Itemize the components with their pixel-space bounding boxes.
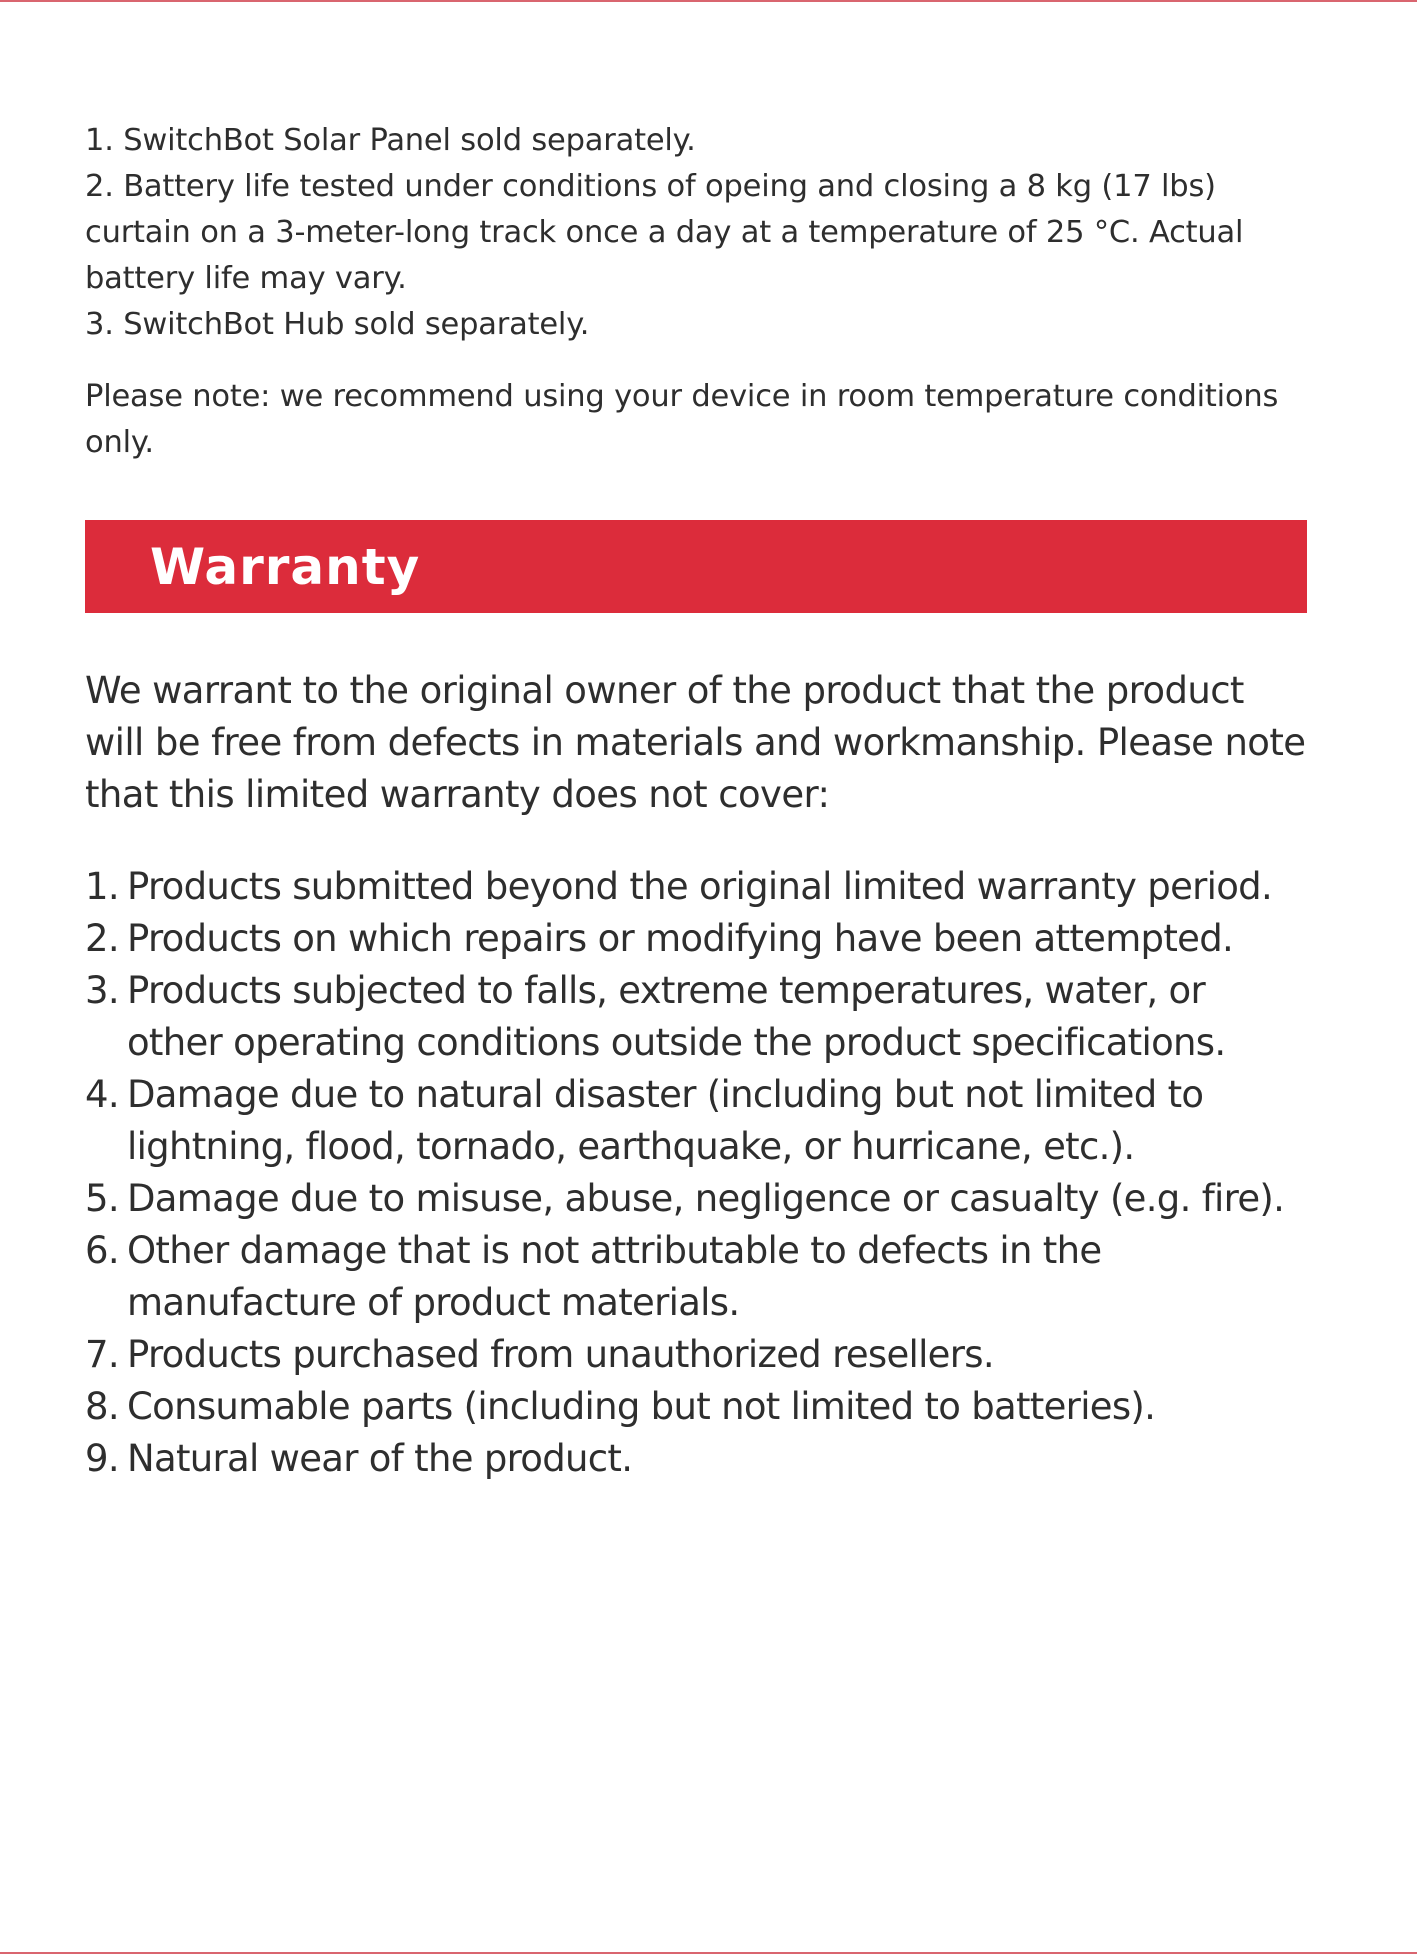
exclusion-number: 6. xyxy=(85,1229,119,1272)
exclusion-number: 9. xyxy=(85,1437,119,1480)
exclusion-item xyxy=(85,913,1307,965)
exclusion-item xyxy=(85,861,1307,913)
exclusion-number: 3. xyxy=(85,969,119,1012)
exclusion-text: Products purchased from unauthorized resellers. xyxy=(127,1333,994,1376)
footnote-list xyxy=(85,118,1307,348)
top-edge-line xyxy=(0,0,1417,2)
footnote-item: 1. SwitchBot Solar Panel sold separately. xyxy=(85,123,696,158)
exclusion-text: Other damage that is not attributable to defects in the manufacture of product materials. xyxy=(127,1229,1102,1324)
exclusion-text: Damage due to natural disaster (including but not limited to lightning, flood, tornado, earthquake, or hurricane, etc.). xyxy=(127,1073,1204,1168)
exclusion-item xyxy=(85,1433,1307,1485)
exclusion-item xyxy=(85,1069,1307,1173)
exclusion-item xyxy=(85,1381,1307,1433)
warranty-intro: We warrant to the original owner of the product that the product will be free from defects in materials and workmanship. Please note that this limited warranty does not cover: xyxy=(85,669,1306,816)
exclusion-number: 2. xyxy=(85,917,119,960)
warranty-title: Warranty xyxy=(150,537,421,596)
exclusion-number: 1. xyxy=(85,865,119,908)
exclusion-item xyxy=(85,1329,1307,1381)
warranty-exclusion-list xyxy=(85,861,1307,1485)
footnote-item: 2. Battery life tested under conditions of opeing and closing a 8 kg (17 lbs) curtain on a 3-meter-long track once a day at a temperature of 25 °C. Actual battery life may vary. xyxy=(85,169,1244,296)
exclusion-number: 4. xyxy=(85,1073,119,1116)
exclusion-item xyxy=(85,965,1307,1069)
page-content xyxy=(85,118,1307,1485)
exclusion-item xyxy=(85,1225,1307,1329)
exclusion-number: 8. xyxy=(85,1385,119,1428)
exclusion-text: Natural wear of the product. xyxy=(127,1437,633,1480)
exclusion-text: Consumable parts (including but not limited to batteries). xyxy=(127,1385,1156,1428)
exclusion-text: Products submitted beyond the original limited warranty period. xyxy=(127,865,1273,908)
exclusion-text: Products subjected to falls, extreme temperatures, water, or other operating conditions outside the product specifications. xyxy=(127,969,1226,1064)
footnote-item: 3. SwitchBot Hub sold separately. xyxy=(85,307,590,342)
exclusion-item xyxy=(85,1173,1307,1225)
usage-note: Please note: we recommend using your device in room temperature conditions only. xyxy=(85,379,1279,460)
exclusion-number: 7. xyxy=(85,1333,119,1376)
warranty-header-bar xyxy=(85,520,1307,613)
exclusion-text: Products on which repairs or modifying have been attempted. xyxy=(127,917,1234,960)
exclusion-number: 5. xyxy=(85,1177,119,1220)
exclusion-text: Damage due to misuse, abuse, negligence or casualty (e.g. fire). xyxy=(127,1177,1285,1220)
